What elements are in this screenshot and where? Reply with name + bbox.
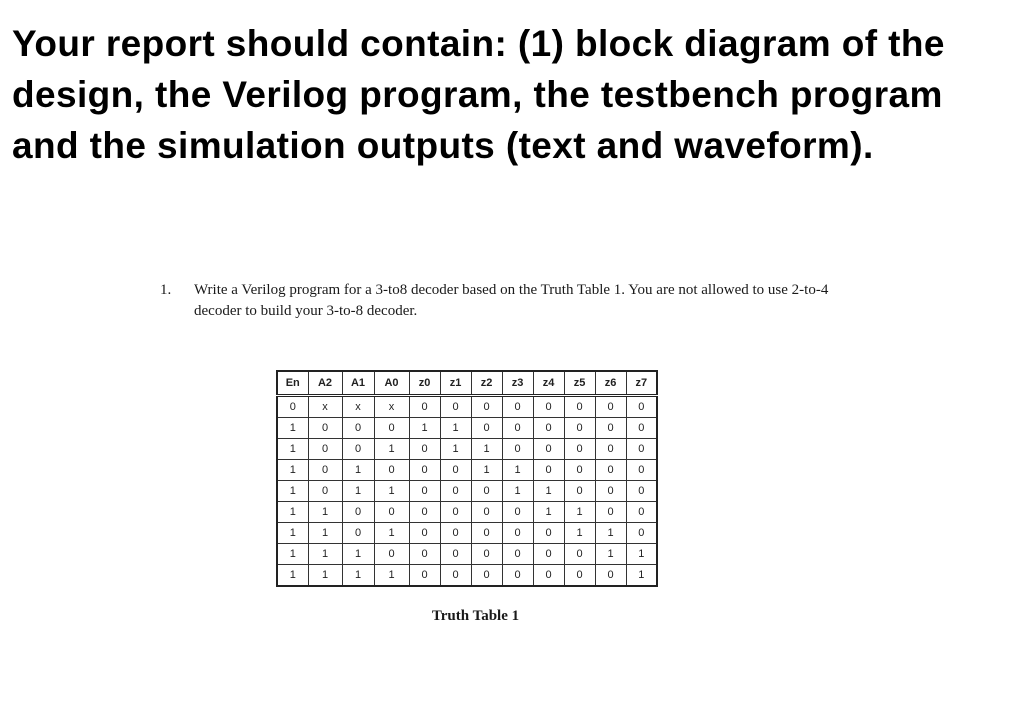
task-text: Write a Verilog program for a 3-to8 decoder based on the Truth Table 1. You are not allowed to use 2-to-4 decoder to build your 3-to-8 decoder. (194, 282, 829, 319)
table-cell-z0: 1 (409, 418, 440, 439)
table-cell-z2: 1 (471, 439, 502, 460)
table-cell-z6: 1 (595, 523, 626, 544)
table-cell-z1: 1 (440, 418, 471, 439)
column-header-z1: z1 (440, 371, 471, 396)
column-header-z7: z7 (626, 371, 657, 396)
table-cell-z5: 0 (564, 439, 595, 460)
table-cell-z6: 0 (595, 396, 626, 418)
truth-table (276, 370, 658, 587)
table-cell-z2: 0 (471, 523, 502, 544)
table-row (277, 565, 657, 587)
table-cell-z0: 0 (409, 502, 440, 523)
table-cell-a0: 1 (374, 565, 409, 587)
table-cell-z0: 0 (409, 460, 440, 481)
column-header-z4: z4 (533, 371, 564, 396)
table-cell-z3: 1 (502, 481, 533, 502)
table-cell-a1: 0 (342, 502, 374, 523)
report-requirements-heading: Your report should contain: (1) block diagram of the design, the Verilog program, the testbench program and the simulation outputs (text and waveform). (12, 23, 945, 166)
task-number: 1. (160, 282, 172, 298)
table-cell-z7: 1 (626, 544, 657, 565)
column-header-a1: A1 (342, 371, 374, 396)
table-cell-z3: 0 (502, 396, 533, 418)
truth-table-header-row (277, 371, 657, 396)
table-cell-z6: 1 (595, 544, 626, 565)
table-cell-z1: 0 (440, 460, 471, 481)
table-cell-z6: 0 (595, 418, 626, 439)
table-cell-z0: 0 (409, 439, 440, 460)
table-row (277, 396, 657, 418)
column-header-z5: z5 (564, 371, 595, 396)
table-cell-z3: 0 (502, 565, 533, 587)
table-cell-z0: 0 (409, 481, 440, 502)
table-cell-z1: 0 (440, 565, 471, 587)
table-row (277, 481, 657, 502)
table-cell-z3: 1 (502, 460, 533, 481)
table-cell-z1: 0 (440, 544, 471, 565)
table-cell-z7: 0 (626, 396, 657, 418)
table-cell-z3: 0 (502, 439, 533, 460)
table-cell-a0: 1 (374, 439, 409, 460)
table-cell-z2: 0 (471, 396, 502, 418)
table-row (277, 502, 657, 523)
table-cell-en: 1 (277, 523, 308, 544)
table-cell-a2: 1 (308, 565, 342, 587)
table-cell-a2: 1 (308, 544, 342, 565)
table-cell-z1: 1 (440, 439, 471, 460)
table-cell-z1: 0 (440, 396, 471, 418)
table-cell-z7: 0 (626, 439, 657, 460)
table-cell-z3: 0 (502, 418, 533, 439)
truth-table-caption: Truth Table 1 (431, 608, 520, 624)
table-cell-a2: 1 (308, 523, 342, 544)
table-cell-a0: x (374, 396, 409, 418)
table-cell-en: 1 (277, 502, 308, 523)
table-cell-a1: 1 (342, 565, 374, 587)
table-cell-a0: 1 (374, 481, 409, 502)
table-cell-a0: 0 (374, 502, 409, 523)
table-cell-z7: 0 (626, 460, 657, 481)
table-cell-en: 1 (277, 460, 308, 481)
table-cell-z2: 1 (471, 460, 502, 481)
column-header-a0: A0 (374, 371, 409, 396)
table-cell-z4: 0 (533, 460, 564, 481)
table-cell-a1: 1 (342, 544, 374, 565)
table-cell-en: 1 (277, 565, 308, 587)
table-row (277, 439, 657, 460)
table-cell-a2: 0 (308, 460, 342, 481)
table-cell-z5: 1 (564, 523, 595, 544)
table-cell-z4: 0 (533, 544, 564, 565)
table-cell-z4: 0 (533, 439, 564, 460)
table-cell-z0: 0 (409, 396, 440, 418)
table-cell-z2: 0 (471, 544, 502, 565)
column-header-z0: z0 (409, 371, 440, 396)
table-cell-z6: 0 (595, 481, 626, 502)
table-cell-a1: x (342, 396, 374, 418)
table-row (277, 418, 657, 439)
table-cell-z2: 0 (471, 565, 502, 587)
table-cell-z1: 0 (440, 481, 471, 502)
table-cell-a0: 0 (374, 544, 409, 565)
table-cell-z5: 0 (564, 460, 595, 481)
table-cell-z6: 0 (595, 565, 626, 587)
table-cell-z1: 0 (440, 523, 471, 544)
table-cell-z1: 0 (440, 502, 471, 523)
table-cell-a2: x (308, 396, 342, 418)
table-cell-z5: 0 (564, 544, 595, 565)
table-row (277, 460, 657, 481)
table-cell-z7: 0 (626, 502, 657, 523)
table-cell-z3: 0 (502, 523, 533, 544)
table-cell-z0: 0 (409, 523, 440, 544)
table-cell-z4: 0 (533, 396, 564, 418)
table-cell-z4: 1 (533, 502, 564, 523)
table-cell-a2: 0 (308, 439, 342, 460)
table-cell-z4: 0 (533, 523, 564, 544)
table-cell-a0: 1 (374, 523, 409, 544)
table-cell-a2: 0 (308, 418, 342, 439)
table-cell-z7: 0 (626, 481, 657, 502)
table-cell-a1: 0 (342, 523, 374, 544)
task-item-1 (160, 280, 860, 322)
table-cell-a1: 0 (342, 418, 374, 439)
table-cell-a2: 1 (308, 502, 342, 523)
table-cell-z3: 0 (502, 502, 533, 523)
table-row (277, 544, 657, 565)
table-cell-z0: 0 (409, 565, 440, 587)
table-cell-z4: 1 (533, 481, 564, 502)
table-cell-z2: 0 (471, 502, 502, 523)
table-cell-z3: 0 (502, 544, 533, 565)
table-cell-z7: 0 (626, 418, 657, 439)
table-cell-z5: 0 (564, 565, 595, 587)
column-header-z2: z2 (471, 371, 502, 396)
table-cell-z4: 0 (533, 418, 564, 439)
column-header-z3: z3 (502, 371, 533, 396)
truth-table-container (276, 370, 658, 587)
table-cell-en: 1 (277, 544, 308, 565)
table-cell-en: 1 (277, 439, 308, 460)
table-cell-a2: 0 (308, 481, 342, 502)
table-cell-z5: 1 (564, 502, 595, 523)
table-cell-z6: 0 (595, 502, 626, 523)
table-cell-z5: 0 (564, 418, 595, 439)
table-cell-en: 1 (277, 481, 308, 502)
table-cell-z6: 0 (595, 460, 626, 481)
truth-table-body (277, 396, 657, 587)
table-cell-en: 0 (277, 396, 308, 418)
column-header-a2: A2 (308, 371, 342, 396)
table-cell-z2: 0 (471, 418, 502, 439)
table-cell-a1: 0 (342, 439, 374, 460)
table-cell-a1: 1 (342, 481, 374, 502)
table-cell-z5: 0 (564, 396, 595, 418)
table-cell-z0: 0 (409, 544, 440, 565)
table-cell-z5: 0 (564, 481, 595, 502)
table-cell-a0: 0 (374, 418, 409, 439)
column-header-z6: z6 (595, 371, 626, 396)
table-cell-z2: 0 (471, 481, 502, 502)
table-cell-z6: 0 (595, 439, 626, 460)
table-cell-z4: 0 (533, 565, 564, 587)
column-header-en: En (277, 371, 308, 396)
table-cell-z7: 0 (626, 523, 657, 544)
table-cell-a0: 0 (374, 460, 409, 481)
table-cell-en: 1 (277, 418, 308, 439)
table-cell-z7: 1 (626, 565, 657, 587)
table-cell-a1: 1 (342, 460, 374, 481)
table-row (277, 523, 657, 544)
